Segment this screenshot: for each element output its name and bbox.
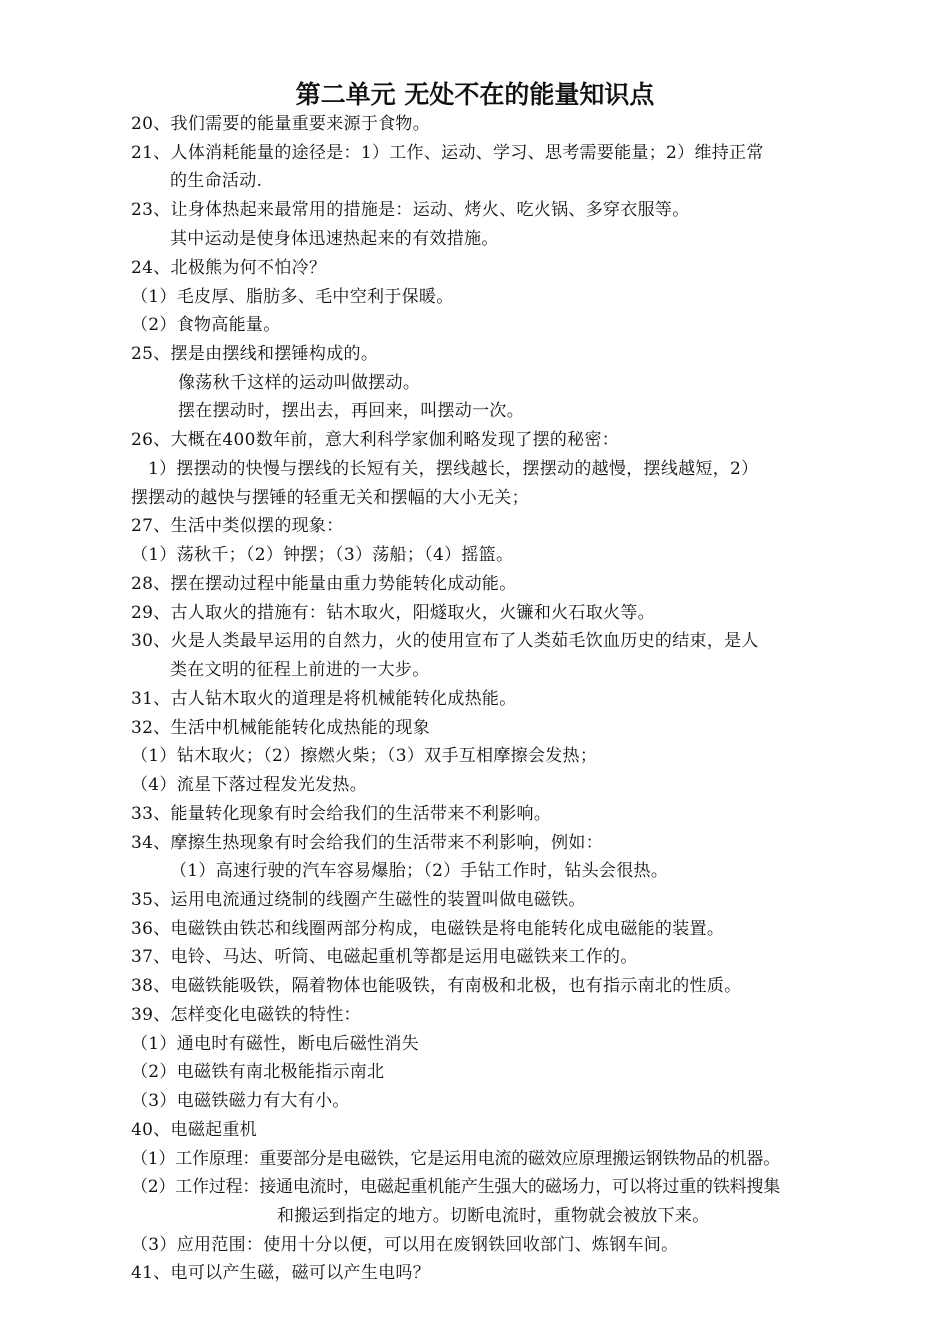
line-39-item-3: （3）电磁铁磁力有大有小。 [131,1091,350,1111]
page-title: 第二单元 无处不在的能量知识点 [295,80,655,109]
line-29: 29、古人取火的措施有：钻木取火，阳燧取火，火镰和火石取火等。 [131,603,655,623]
line-33: 33、能量转化现象有时会给我们的生活带来不利影响。 [131,804,552,824]
line-32-items-1: （1）钻木取火；（2）擦燃火柴；（3）双手互相摩擦会发热； [131,746,598,766]
line-38: 38、电磁铁能吸铁，隔着物体也能吸铁，有南极和北极，也有指示南北的性质。 [131,976,742,996]
line-24-item-2: （2）食物高能量。 [131,315,281,335]
line-37: 37、电铃、马达、听筒、电磁起重机等都是运用电磁铁来工作的。 [131,947,638,967]
line-24: 24、北极熊为何不怕冷？ [131,258,327,278]
line-40: 40、电磁起重机 [131,1120,258,1140]
line-28: 28、摆在摆动过程中能量由重力势能转化成动能。 [131,574,517,594]
line-32-items-2: （4）流星下落过程发光发热。 [131,775,368,795]
line-30: 30、火是人类最早运用的自然力，火的使用宣布了人类茹毛饮血历史的结束，是人 [131,631,759,651]
line-20: 20、我们需要的能量重要来源于食物。 [131,114,431,134]
line-26-sub-1: 1）摆摆动的快慢与摆线的长短有关，摆线越长，摆摆动的越慢，摆线越短，2） [148,459,759,479]
line-41: 41、电可以产生磁，磁可以产生电吗？ [131,1263,431,1283]
line-27: 27、生活中类似摆的现象： [131,516,344,536]
line-26-sub-2: 摆摆动的越快与摆锤的轻重无关和摆幅的大小无关； [131,488,529,508]
line-34-items: （1）高速行驶的汽车容易爆胎；（2）手钻工作时，钻头会很热。 [170,861,669,881]
line-24-item-1: （1）毛皮厚、脂肪多、毛中空利于保暖。 [131,287,454,307]
line-40-item-1: （1）工作原理：重要部分是电磁铁，它是运用电流的磁效应原理搬运钢铁物品的机器。 [131,1149,781,1169]
line-40-item-2-cont: 和搬运到指定的地方。切断电流时，重物就会被放下来。 [277,1206,710,1226]
line-21: 21、人体消耗能量的途径是：1）工作、运动、学习、思考需要能量；2）维持正常 [131,143,764,163]
line-25-sub-1: 像荡秋千这样的运动叫做摆动。 [178,373,421,393]
line-26: 26、大概在400数年前，意大利科学家伽利略发现了摆的秘密： [131,430,620,450]
line-23-cont: 其中运动是使身体迅速热起来的有效措施。 [170,229,499,249]
line-40-item-3: （3）应用范围：使用十分以便，可以用在废钢铁回收部门、炼钢车间。 [131,1235,679,1255]
line-39-item-2: （2）电磁铁有南北极能指示南北 [131,1062,385,1082]
line-23: 23、让身体热起来最常用的措施是：运动、烤火、吃火锅、多穿衣服等。 [131,200,690,220]
line-39: 39、怎样变化电磁铁的特性： [131,1005,361,1025]
line-25: 25、摆是由摆线和摆锤构成的。 [131,344,379,364]
line-25-sub-2: 摆在摆动时，摆出去，再回来，叫摆动一次。 [178,401,524,421]
line-21-cont: 的生命活动. [170,171,263,191]
line-34: 34、摩擦生热现象有时会给我们的生活带来不利影响，例如： [131,833,604,853]
line-35: 35、运用电流通过绕制的线圈产生磁性的装置叫做电磁铁。 [131,890,586,910]
line-30-cont: 类在文明的征程上前进的一大步。 [170,660,430,680]
line-32: 32、生活中机械能能转化成热能的现象 [131,718,431,738]
line-40-item-2: （2）工作过程：接通电流时，电磁起重机能产生强大的磁场力，可以将过重的铁料搜集 [131,1177,781,1197]
line-27-items: （1）荡秋千；（2）钟摆；（3）荡船；（4）摇篮。 [131,545,514,565]
line-36: 36、电磁铁由铁芯和线圈两部分构成，电磁铁是将电能转化成电磁能的装置。 [131,919,725,939]
line-39-item-1: （1）通电时有磁性，断电后磁性消失 [131,1034,419,1054]
line-31: 31、古人钻木取火的道理是将机械能转化成热能。 [131,689,517,709]
